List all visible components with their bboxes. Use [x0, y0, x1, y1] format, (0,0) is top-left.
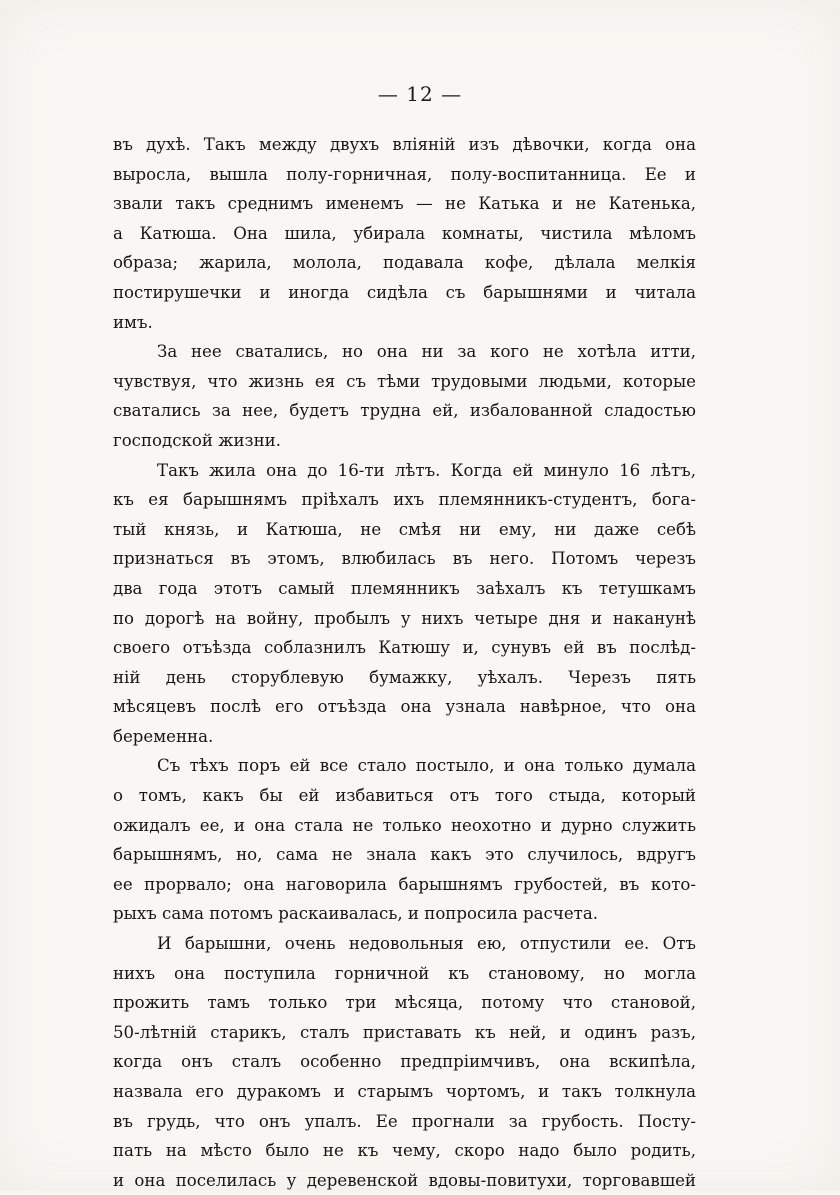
text-line: и она поселилась у деревенской вдовы-повитухи, торговавшей: [113, 1170, 696, 1190]
text-line: барышнямъ, но, сама не знала какъ это случилось, вдругъ: [113, 845, 696, 865]
text-line: И барышни, очень недовольныя ею, отпустили ее. Отъ: [157, 934, 696, 954]
text-line: ожидалъ ее, и она стала не только неохотно и дурно служить: [113, 815, 696, 835]
text-line: Съ тѣхъ поръ ей все стало постыло, и она только думала: [157, 756, 696, 776]
paragraph: [113, 929, 696, 1195]
text-line: своего отъѣзда соблазнилъ Катюшу и, сунувъ ей въ послѣд-: [113, 638, 696, 658]
text-line: прожить тамъ только три мѣсяца, потому что становой,: [113, 993, 696, 1013]
text-line: сватались за нее, будетъ трудна ей, избалованной сладостью: [113, 401, 696, 421]
text-line: нихъ она поступила горничной къ становому, но могла: [113, 963, 696, 983]
paragraph: [113, 456, 696, 752]
text-line: два года этотъ самый племянникъ заѣхалъ къ тетушкамъ: [113, 578, 696, 598]
text-line: Такъ жила она до 16-ти лѣтъ. Когда ей минуло 16 лѣтъ,: [157, 460, 696, 480]
text-line: беременна.: [113, 726, 214, 746]
text-line: образа; жарила, молола, подавала кофе, дѣлала мелкія: [113, 253, 696, 273]
text-line: по дорогѣ на войну, пробылъ у нихъ четыре дня и наканунѣ: [113, 608, 696, 628]
text-line: ее прорвало; она наговорила барышнямъ грубостей, въ кото-: [113, 874, 696, 894]
paragraph: [113, 130, 696, 337]
text-line: чувствуя, что жизнь ея съ тѣми трудовыми людьми, которые: [113, 371, 696, 391]
text-line: въ духѣ. Такъ между двухъ вліяній изъ дѣвочки, когда она: [113, 135, 696, 154]
text-line: 50-лѣтній старикъ, сталъ приставать къ ней, и одинъ разъ,: [113, 1022, 696, 1042]
text-line: пать на мѣсто было не къ чему, скоро надо было родить,: [113, 1141, 696, 1161]
text-line: къ ея барышнямъ пріѣхалъ ихъ племянникъ-студентъ, бога-: [113, 490, 696, 510]
text-line: имъ.: [113, 312, 153, 332]
text-line: господской жизни.: [113, 430, 282, 450]
text-line: выросла, вышла полу-горничная, полу-воспитанница. Ее и: [113, 164, 696, 184]
paragraph: [113, 751, 696, 929]
text-line: признаться въ этомъ, влюбилась въ него. Потомъ черезъ: [113, 549, 696, 569]
text-line: тый князь, и Катюша, не смѣя ни ему, ни даже себѣ: [113, 519, 696, 539]
text-line: ній день сторублевую бумажку, уѣхалъ. Черезъ пять: [113, 667, 696, 687]
text-line: въ грудь, что онъ упалъ. Ее прогнали за грубость. Посту-: [113, 1111, 696, 1131]
text-line: За нее сватались, но она ни за кого не хотѣла итти,: [157, 342, 696, 362]
paragraph: [113, 337, 696, 455]
page-text: [113, 130, 696, 1195]
text-line: мѣсяцевъ послѣ его отъѣзда она узнала навѣрное, что она: [113, 697, 696, 717]
text-line: назвала его дуракомъ и старымъ чортомъ, и такъ толкнула: [113, 1082, 696, 1101]
page-number: — 12 —: [377, 82, 463, 106]
text-line: звали такъ среднимъ именемъ — не Катька и не Катенька,: [113, 194, 696, 214]
text-line: о томъ, какъ бы ей избавиться отъ того стыда, который: [113, 786, 696, 806]
text-line: постирушечки и иногда сидѣла съ барышнями и читала: [113, 282, 696, 302]
text-line: а Катюша. Она шила, убирала комнаты, чистила мѣломъ: [113, 223, 696, 243]
text-line: рыхъ сама потомъ раскаивалась, и попросила расчета.: [113, 904, 598, 924]
text-line: когда онъ сталъ особенно предпріимчивъ, она вскипѣла,: [113, 1052, 696, 1072]
